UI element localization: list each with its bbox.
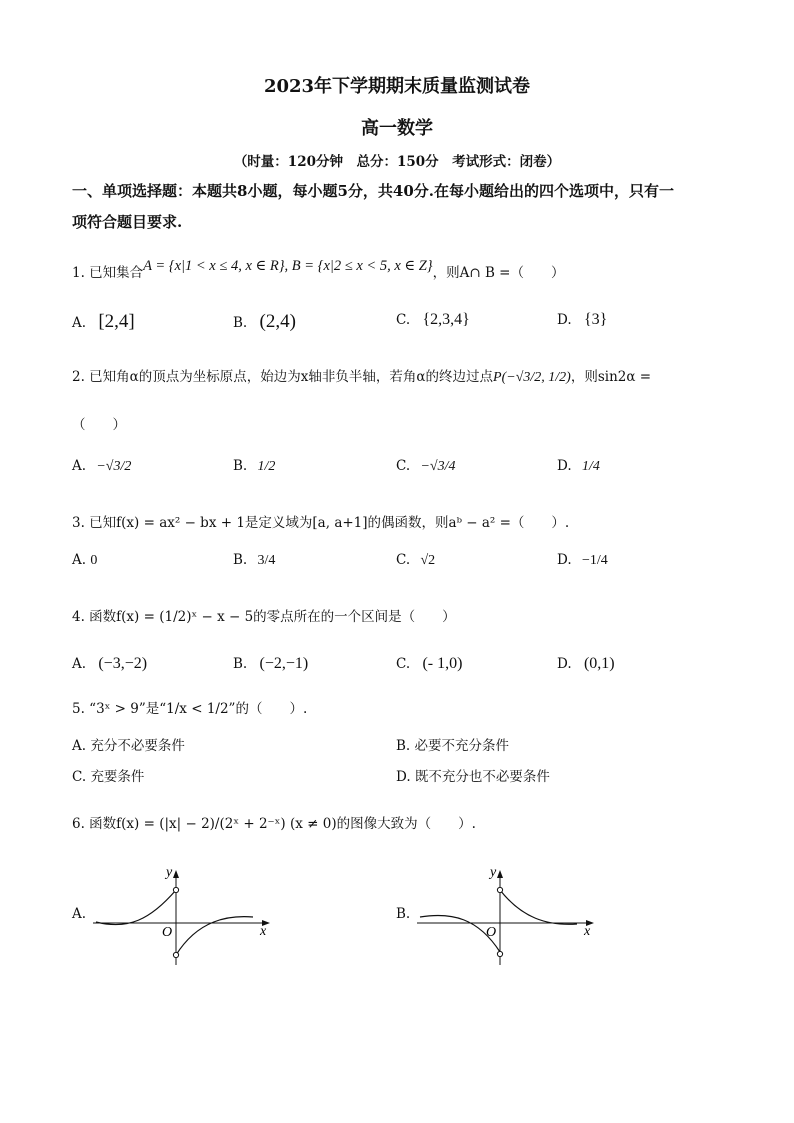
question-1 <box>72 258 565 282</box>
q5-option-a[interactable]: A. 充分不必要条件 <box>72 738 185 754</box>
section-heading-line2: 项符合题目要求. <box>72 213 183 231</box>
q5-option-b[interactable]: B. 必要不充分条件 <box>396 738 510 754</box>
q4-option-d[interactable]: D. (0,1) <box>557 655 615 672</box>
question-4 <box>72 605 456 625</box>
origin-label: O <box>162 925 173 940</box>
q6-option-a-label[interactable]: A. <box>72 906 87 922</box>
x-axis-label: x <box>260 924 267 939</box>
q2-option-d[interactable]: D. 1/4 <box>557 458 600 474</box>
question-text: 已知f(x) = ax² − bx + 1是定义域为[a, a+1]的偶函数，则aᵇ − a² =（ ）. <box>89 515 570 531</box>
q5-option-d[interactable]: D. 既不充分也不必要条件 <box>396 769 550 785</box>
question-number: 3. <box>72 515 90 531</box>
q3-option-d[interactable]: D. −1/4 <box>557 552 608 568</box>
exam-subject: 高一数学 <box>361 118 433 139</box>
question-2-paren: （ ） <box>72 417 126 433</box>
exam-info: （时量：120分钟 总分：150分 考试形式：闭卷） <box>233 154 561 170</box>
origin-label: O <box>486 925 497 940</box>
question-text: 函数f(x) = (|x| − 2)/(2ˣ + 2⁻ˣ) (x ≠ 0)的图像大致为（ ）. <box>89 816 476 832</box>
set-expression: A = {x|1 < x ≤ 4, x ∈ R}, B = {x|2 ≤ x < 5, x ∈ Z} <box>143 258 433 274</box>
q4-option-b[interactable]: B. (−2,−1) <box>233 655 309 672</box>
question-2 <box>72 365 651 386</box>
question-number: 2. <box>72 369 90 385</box>
q3-option-b[interactable]: B. 3/4 <box>233 552 276 568</box>
question-text: 已知集合 <box>89 265 144 281</box>
q5-option-c[interactable]: C. 充要条件 <box>72 769 145 785</box>
q6-graph-b[interactable] <box>412 860 612 970</box>
question-number: 5. <box>72 701 90 717</box>
q1-option-c[interactable]: C. {2,3,4} <box>396 311 470 328</box>
exam-title: 2023年下学期期末质量监测试卷 <box>263 76 531 97</box>
q1-option-a[interactable]: A. [2,4] <box>72 311 135 332</box>
question-tail: ，则sin2α = <box>570 369 652 385</box>
q2-option-c[interactable]: C. −√3/4 <box>396 458 456 474</box>
q2-option-a[interactable]: A. −√3/2 <box>72 458 132 474</box>
question-text: “3ˣ > 9”是“1/x < 1/2”的（ ）. <box>89 701 308 717</box>
question-number: 6. <box>72 816 90 832</box>
section-heading-line1: 一、单项选择题：本题共8小题，每小题5分，共40分.在每小题给出的四个选项中，只有一 <box>72 182 674 200</box>
x-axis-label: x <box>584 924 591 939</box>
q3-option-c[interactable]: C. √2 <box>396 552 436 568</box>
question-3 <box>72 511 569 531</box>
q6-graph-a[interactable] <box>88 860 288 970</box>
q1-option-d[interactable]: D. {3} <box>557 311 608 328</box>
q4-option-a[interactable]: A. (−3,−2) <box>72 655 148 672</box>
y-axis-label: y <box>166 865 173 880</box>
q6-option-b-label[interactable]: B. <box>396 906 411 922</box>
question-number: 4. <box>72 609 90 625</box>
q4-option-c[interactable]: C. (- 1,0) <box>396 655 463 672</box>
question-6 <box>72 812 476 832</box>
question-text: 函数f(x) = (1/2)ˣ − x − 5的零点所在的一个区间是（ ） <box>89 609 456 625</box>
point-expression: P(−√3/2, 1/2) <box>493 370 571 385</box>
q3-option-a[interactable]: A. 0 <box>72 552 98 568</box>
q1-option-b[interactable]: B. (2,4) <box>233 311 296 332</box>
question-tail: ，则A∩ B =（ ） <box>432 265 565 281</box>
question-number: 1. <box>72 265 90 281</box>
question-5 <box>72 697 307 717</box>
q2-option-b[interactable]: B. 1/2 <box>233 458 276 474</box>
question-text: 已知角α的顶点为坐标原点，始边为x轴非负半轴，若角α的终边过点 <box>89 369 494 385</box>
y-axis-label: y <box>490 865 497 880</box>
